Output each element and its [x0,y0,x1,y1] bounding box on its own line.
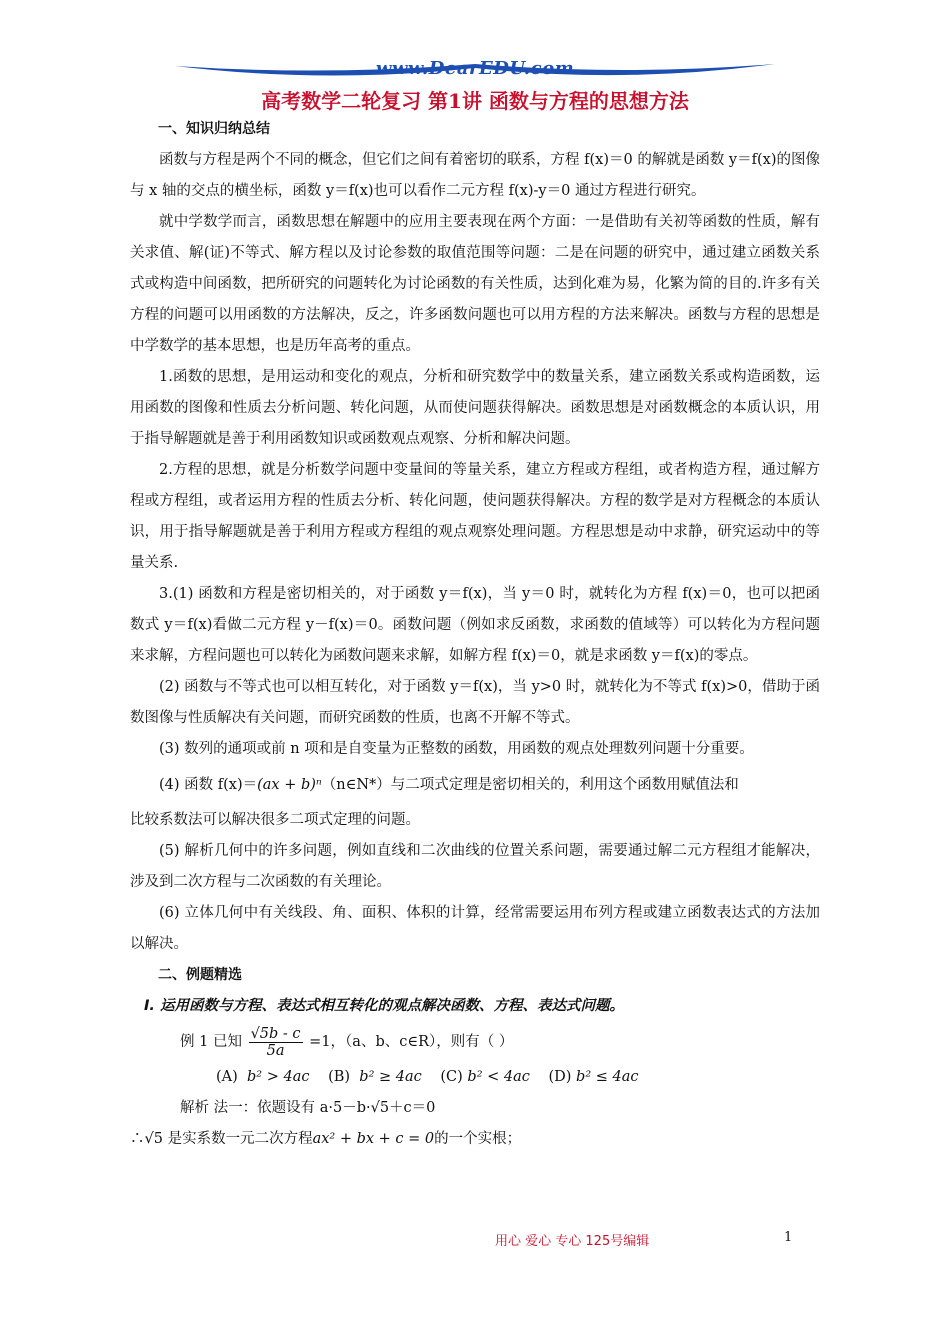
document-body [130,114,820,1155]
paragraph: 就中学数学而言，函数思想在解题中的应用主要表现在两个方面：一是借助有关初等函数的性质，解有关求值、解(证)不等式、解方程以及讨论参数的取值范围等问题：二是在问题的研究中，通过建立函数关系式或构造中间函数，把所研究的问题转化为讨论函数的有关性质，达到化难为易，化繁为简的目的.许多有关方程的问题可以用函数的方法解决，反之，许多函数问题也可以用方程的方法来解决。函数与方程的思想是中学数学的基本思想，也是历年高考的重点。 [130,214,820,354]
quadratic-formula: ax² + bx + c = 0 [312,1131,435,1147]
paragraph: 2.方程的思想，就是分析数学问题中变量间的等量关系，建立方程或方程组，或者构造方程，通过解方程或方程组，或者运用方程的性质去分析、转化问题，使问题获得解决。方程的数学是对方程概念的本质认识，用于指导解题就是善于利用方程或方程组的观点观察处理问题。方程思想是动中求静，研究运动中的等量关系. [130,462,820,571]
text: 的一个实根； [434,1131,522,1147]
paragraph: (5) 解析几何中的许多问题，例如直线和二次曲线的位置关系问题，需要通过解二元方程组才能解决，涉及到二次方程与二次函数的有关理论。 [130,843,820,890]
option-label: (B) [328,1069,351,1085]
example-label: 例 1 已知 [180,1034,242,1050]
option-a [216,1069,309,1085]
paragraph: (6) 立体几何中有关线段、角、面积、体积的计算，经常需要运用布列方程或建立函数表达式的方法加以解决。 [130,905,820,952]
page-title: 高考数学二轮复习 第1讲 函数与方程的思想方法 [261,89,689,113]
example-1 [130,1022,820,1062]
example-text: =1，（a、b、c∈R），则有（ ） [309,1034,514,1050]
section-heading: 一、知识归纳总结 [158,121,270,137]
solution-line: 解析 法一：依题设有 a·5－b·√5＋c＝0 [180,1100,436,1116]
solution-line [130,1124,820,1155]
option-formula: b² < 4ac [467,1069,530,1085]
option-label: (D) [548,1069,572,1085]
paragraph: 函数与方程是两个不同的概念，但它们之间有着密切的联系，方程 f(x)＝0 的解就是函数 y＝f(x)的图像与 x 轴的交点的横坐标，函数 y＝f(x)也可以看作二元方程 f(x)-y＝0 通过方程进行研究。 [130,152,820,199]
text: ∴√5 是实系数一元二次方程 [130,1131,313,1147]
answer-options [130,1062,820,1093]
section-heading: 二、例题精选 [158,967,242,983]
page-number: 1 [784,1230,793,1245]
paragraph: 3.(1) 函数和方程是密切相关的，对于函数 y＝f(x)，当 y＝0 时，就转化为方程 f(x)＝0，也可以把函数式 y＝f(x)看做二元方程 y－f(x)＝0。函数问题（例如求反函数，求函数的值域等）可以转化为方程问题来求解，方程问题也可以转化为函数问题来求解，如解方程 f(x)＝0，就是求函数 y＝f(x)的零点。 [130,586,820,664]
paragraph: (2) 函数与不等式也可以相互转化，对于函数 y＝f(x)，当 y>0 时，就转化为不等式 f(x)>0，借助于函数图像与性质解决有关问题，而研究函数的性质，也离不开解不等式。 [130,679,820,726]
site-name: www.DearEDU.com [375,58,575,79]
footer-text: 用心 爱心 专心 125号编辑 [495,1234,650,1249]
option-d [548,1069,638,1085]
fraction-numerator: √5b - c [250,1025,301,1042]
text: (4) 函数 f(x)＝ [159,777,258,793]
text: （n∈N*）与二项式定理是密切相关的，利用这个函数用赋值法和 [321,777,739,793]
option-formula: b² > 4ac [247,1069,310,1085]
option-label: (C) [440,1069,463,1085]
binomial-formula: (ax + b)ⁿ [257,777,322,793]
fraction [249,1026,303,1059]
paragraph-binomial [130,765,820,805]
subsection-heading: Ⅰ. 运用函数与方程、表达式相互转化的观点解决函数、方程、表达式问题。 [144,998,624,1014]
option-formula: b² ≥ 4ac [359,1069,422,1085]
paragraph: (3) 数列的通项或前 n 项和是自变量为正整数的函数，用函数的观点处理数列问题十分重要。 [159,741,754,757]
fraction-denominator: 5a [266,1042,285,1059]
option-label: (A) [216,1069,238,1085]
option-b [328,1069,422,1085]
paragraph: 比较系数法可以解决很多二项式定理的问题。 [130,812,420,828]
option-formula: b² ≤ 4ac [576,1069,639,1085]
paragraph: 1.函数的思想，是用运动和变化的观点，分析和研究数学中的数量关系，建立函数关系或构造函数，运用函数的图像和性质去分析问题、转化问题，从而使问题获得解决。函数思想是对函数概念的本质认识，用于指导解题就是善于利用函数知识或函数观点观察、分析和解决问题。 [130,369,820,447]
option-c [440,1069,530,1085]
